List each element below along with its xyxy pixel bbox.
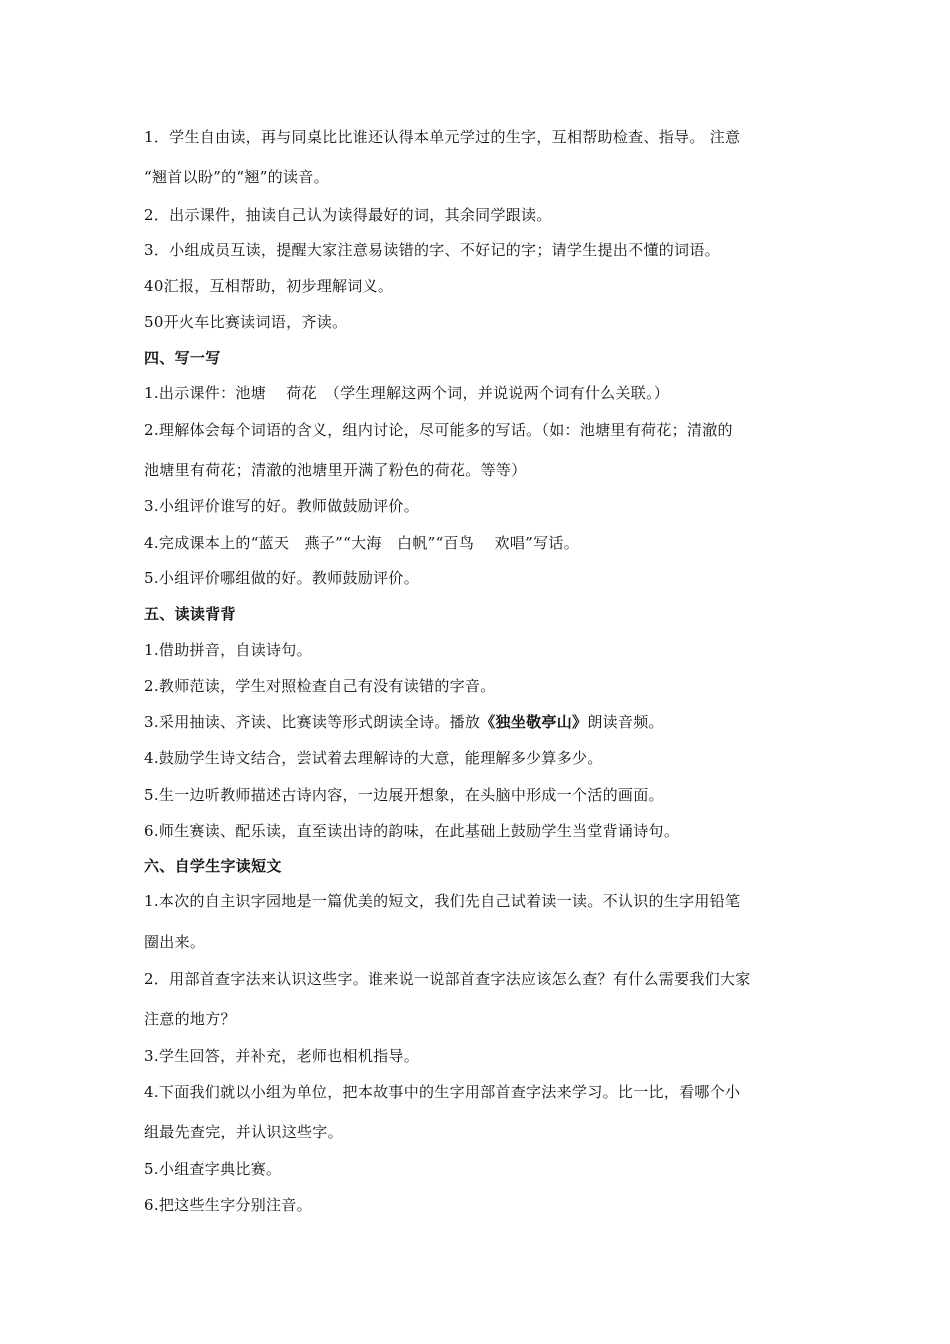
paragraph-line: 3.学生回答，并补充，老师也相机指导。 [144,1047,420,1065]
paragraph-line: 3.小组评价谁写的好。教师做鼓励评价。 [144,497,420,515]
section-heading: 六、自学生字读短文 [144,857,282,875]
paragraph-line: 1.出示课件：池塘 荷花 （学生理解这两个词，并说说两个词有什么关联。） [144,384,670,402]
paragraph-line: 2.教师范读，学生对照检查自己有没有读错的字音。 [144,677,496,695]
paragraph-line: 组最先查完，并认识这些字。 [144,1123,343,1141]
paragraph-line: 50开火车比赛读词语，齐读。 [144,313,348,331]
paragraph-line: 1．学生自由读，再与同桌比比谁还认得本单元学过的生字，互相帮助检查、指导。 注意 [144,128,741,146]
paragraph-line: 4.下面我们就以小组为单位，把本故事中的生字用部首查字法来学习。比一比，看哪个小 [144,1083,741,1101]
paragraph-line: 3．小组成员互读，提醒大家注意易读错的字、不好记的字；请学生提出不懂的词语。 [144,241,720,259]
paragraph-line: 2．出示课件，抽读自己认为读得最好的词，其余同学跟读。 [144,206,552,224]
section-heading: 四、写一写 [144,349,221,367]
paragraph-text: 3.采用抽读、齐读、比赛读等形式朗读全诗。播放 [144,713,481,731]
paragraph-line: 2．用部首查字法来认识这些字。谁来说一说部首查字法应该怎么查？有什么需要我们大家 [144,970,751,988]
section-heading: 五、读读背背 [144,605,236,623]
paragraph-line: 圈出来。 [144,933,206,951]
paragraph-line: 1.借助拼音，自读诗句。 [144,641,312,659]
paragraph-line: 40汇报，互相帮助，初步理解词义。 [144,277,394,295]
paragraph-line: 6.把这些生字分别注音。 [144,1196,312,1214]
paragraph-line: “翘首以盼”的“翘”的读音。 [144,168,329,186]
paragraph-line: 1.本次的自主识字园地是一篇优美的短文，我们先自己试着读一读。不认识的生字用铅笔 [144,892,741,910]
paragraph-line: 池塘里有荷花；清澈的池塘里开满了粉色的荷花。等等） [144,461,527,479]
paragraph-line: 5.生一边听教师描述古诗内容，一边展开想象，在头脑中形成一个活的画面。 [144,786,664,804]
paragraph-line: 注意的地方？ [144,1010,236,1028]
paragraph-line: 4.鼓励学生诗文结合，尝试着去理解诗的大意，能理解多少算多少。 [144,749,603,767]
paragraph-line: 4.完成课本上的“蓝天 燕子”“大海 白帆”“百鸟 欢唱”写话。 [144,534,579,552]
paragraph-text: 朗读音频。 [587,713,664,731]
poem-title: 《独坐敬亭山》 [480,713,588,731]
paragraph-line: 6.师生赛读、配乐读，直至读出诗的韵味，在此基础上鼓励学生当堂背诵诗句。 [144,822,680,840]
paragraph-line: 5.小组查字典比赛。 [144,1160,282,1178]
paragraph-line [144,712,814,732]
paragraph-line: 5.小组评价哪组做的好。教师鼓励评价。 [144,569,420,587]
paragraph-line: 2.理解体会每个词语的含义，组内讨论，尽可能多的写话。（如：池塘里有荷花；清澈的 [144,421,733,439]
